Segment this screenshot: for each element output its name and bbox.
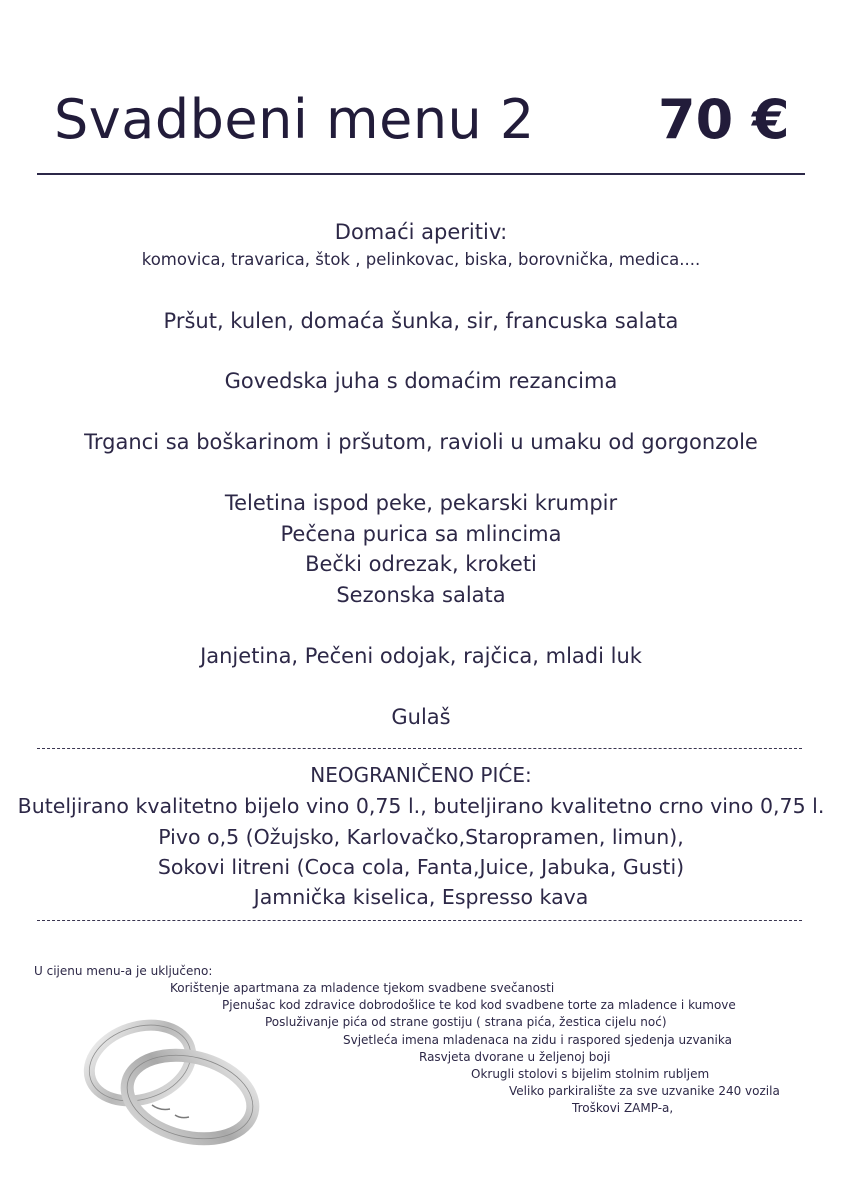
course-pasta: Trganci sa boškarinom i pršutom, ravioli u umaku od gorgonzole [84,430,758,454]
included-item: Korištenje apartmana za mladence tjekom svadbene svečanosti [170,981,555,995]
drinks-heading: NEOGRANIČENO PIĆE: [310,763,532,787]
wedding-rings-icon [80,1015,265,1150]
course-cold: Pršut, kulen, domaća šunka, sir, francuska salata [163,309,679,333]
included-item: Veliko parkiralište za sve uzvanike 240 vozila [509,1084,780,1098]
aperitif-list: komovica, travarica, štok , pelinkovac, biska, borovnička, medica.... [141,250,701,269]
included-heading: U cijenu menu-a je uključeno: [34,964,213,978]
menu-price: 70 € [658,88,790,151]
included-item: Troškovi ZAMP-a, [572,1101,674,1115]
drinks-line-1: Buteljirano kvalitetno bijelo vino 0,75 l., buteljirano kvalitetno crno vino 0,75 l. [17,794,825,818]
drinks-top-divider [37,748,802,749]
page-title: Svadbeni menu 2 [54,88,535,151]
main-course-3: Bečki odrezak, kroketi [305,552,537,576]
title-divider [37,173,805,175]
included-item: Rasvjeta dvorane u željenoj boji [419,1050,611,1064]
drinks-bottom-divider [37,920,802,921]
course-roast: Janjetina, Pečeni odojak, rajčica, mladi luk [200,644,642,668]
drinks-line-3: Sokovi litreni (Coca cola, Fanta,Juice, Jabuka, Gusti) [157,855,685,879]
aperitif-heading: Domaći aperitiv: [334,220,508,244]
included-item: Svjetleća imena mladenaca na zidu i raspored sjedenja uzvanika [343,1033,732,1047]
included-item: Pjenušac kod zdravice dobrodošlice te kod kod svadbene torte za mladence i kumove [222,998,736,1012]
drinks-line-4: Jamnička kiselica, Espresso kava [253,885,589,909]
included-item: Okrugli stolovi s bijelim stolnim rubljem [471,1067,710,1081]
course-late: Gulaš [391,705,451,729]
drinks-line-2: Pivo o,5 (Ožujsko, Karlovačko,Staropramen, limun), [158,825,684,849]
main-course-1: Teletina ispod peke, pekarski krumpir [224,491,618,515]
main-course-2: Pečena purica sa mlincima [280,522,562,546]
main-course-4: Sezonska salata [336,583,506,607]
course-soup: Govedska juha s domaćim rezancima [224,369,618,393]
included-item: Posluživanje pića od strane gostiju ( strana pića, žestica cijelu noć) [265,1015,667,1029]
